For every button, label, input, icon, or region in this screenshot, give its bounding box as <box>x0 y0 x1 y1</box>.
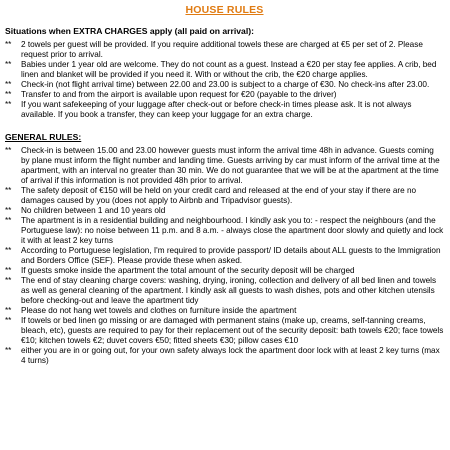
rule-text: Babies under 1 year old are welcome. They do not count as a guest. Instead a €20 per stay fee applies. A crib, bed linen and blanket will be provided if you need it. With or without the crib, the €20 charge applies. <box>21 60 437 79</box>
bullet-marker: ** <box>5 146 12 155</box>
bullet-marker: ** <box>5 186 12 195</box>
bullet-marker: ** <box>5 90 12 99</box>
rule-text: No children between 1 and 10 years old <box>21 206 166 215</box>
extra-charge-rule <box>5 60 444 80</box>
general-rules-list <box>5 146 444 366</box>
general-rule <box>5 186 444 206</box>
bullet-marker: ** <box>5 276 12 285</box>
general-rule <box>5 346 444 366</box>
bullet-marker: ** <box>5 206 12 215</box>
extra-charge-rule <box>5 100 444 120</box>
general-rule <box>5 276 444 306</box>
bullet-marker: ** <box>5 346 12 355</box>
extra-charge-rule <box>5 90 444 100</box>
general-rule <box>5 146 444 186</box>
bullet-marker: ** <box>5 316 12 325</box>
rule-text: Transfer to and from the airport is available upon request for €20 (payable to the driver) <box>21 90 337 99</box>
rule-text: 2 towels per guest will be provided. If you require additional towels these are charged at €5 per set of 2. Please request prior to arrival. <box>21 40 423 59</box>
bullet-marker: ** <box>5 266 12 275</box>
general-rule <box>5 246 444 266</box>
rule-text: The apartment is in a residential building and neighbourhood. I kindly ask you to: - respect the neighbours (and the Portuguese law): no noise between 11 p.m. and 8 a.m. - always close the apartment door slowly and quietly and lock it with at least 2 key turns <box>21 216 444 245</box>
general-rule <box>5 306 444 316</box>
section-spacer <box>5 120 444 128</box>
rule-text: The safety deposit of €150 will be held on your credit card and released at the end of your stay if there are no damages caused by you (does not apply to Airbnb and Tripadvisor guests). <box>21 186 417 205</box>
bullet-marker: ** <box>5 100 12 109</box>
bullet-marker: ** <box>5 306 12 315</box>
rule-text: If towels or bed linen go missing or are damaged with permanent stains (make up, creams, self-tanning creams, bleach, etc), guests are required to pay for their replacement out of the security deposit: bath towels €20; face towels €10; kitchen towels €2; duvet covers €50; fitted sheets €30; pillow cases €10 <box>21 316 444 345</box>
bullet-marker: ** <box>5 246 12 255</box>
page-title: HOUSE RULES <box>185 4 264 16</box>
bullet-marker: ** <box>5 80 12 89</box>
extra-charge-rule <box>5 80 444 90</box>
general-rule <box>5 216 444 246</box>
general-rule <box>5 266 444 276</box>
extra-charge-rule <box>5 40 444 60</box>
rule-text: According to Portuguese legislation, I'm required to provide passport/ ID details about ALL guests to the Immigration and Borders Office (SEF). Please provide these when asked. <box>21 246 441 265</box>
bullet-marker: ** <box>5 40 12 49</box>
rule-text: Check-in (not flight arrival time) between 22.00 and 23.00 is subject to a charge of €30. No check-ins after 23.00. <box>21 80 430 89</box>
rule-text: Check-in is between 15.00 and 23.00 however guests must inform the arrival time 48h in advance. Guests coming by plane must inform the flight number and landing time. Guests arriving by car must inform of the arrival time at the apartment, with an interval no greater than 30 min. We do not guarantee that we will be at the apartment at the time of arrival if this information is not provided 48h prior to arrival. <box>21 146 440 185</box>
rule-text: If you want safekeeping of your luggage after check-out or before check-in times please ask. It is not always available. If you book a transfer, they can keep your luggage for an extra charge. <box>21 100 412 119</box>
bullet-marker: ** <box>5 60 12 69</box>
general-rule <box>5 206 444 216</box>
rule-text: The end of stay cleaning charge covers: washing, drying, ironing, collection and delivery of all bed linen and towels as well as general cleaning of the apartment. I kindly ask all guests to wash dishes, pots and other kitchen utensils before checking-out and leave the apartment tidy <box>21 276 437 305</box>
extra-charges-heading: Situations when EXTRA CHARGES apply (all paid on arrival): <box>5 26 254 36</box>
rule-text: either you are in or going out, for your own safety always lock the apartment door lock with at least 2 key turns (max 4 turns) <box>21 346 440 365</box>
general-rule <box>5 316 444 346</box>
rule-text: Please do not hang wet towels and clothes on furniture inside the apartment <box>21 306 297 315</box>
rule-text: If guests smoke inside the apartment the total amount of the security deposit will be charged <box>21 266 355 275</box>
bullet-marker: ** <box>5 216 12 225</box>
extra-charges-list <box>5 40 444 120</box>
general-rules-heading: GENERAL RULES: <box>5 132 82 142</box>
